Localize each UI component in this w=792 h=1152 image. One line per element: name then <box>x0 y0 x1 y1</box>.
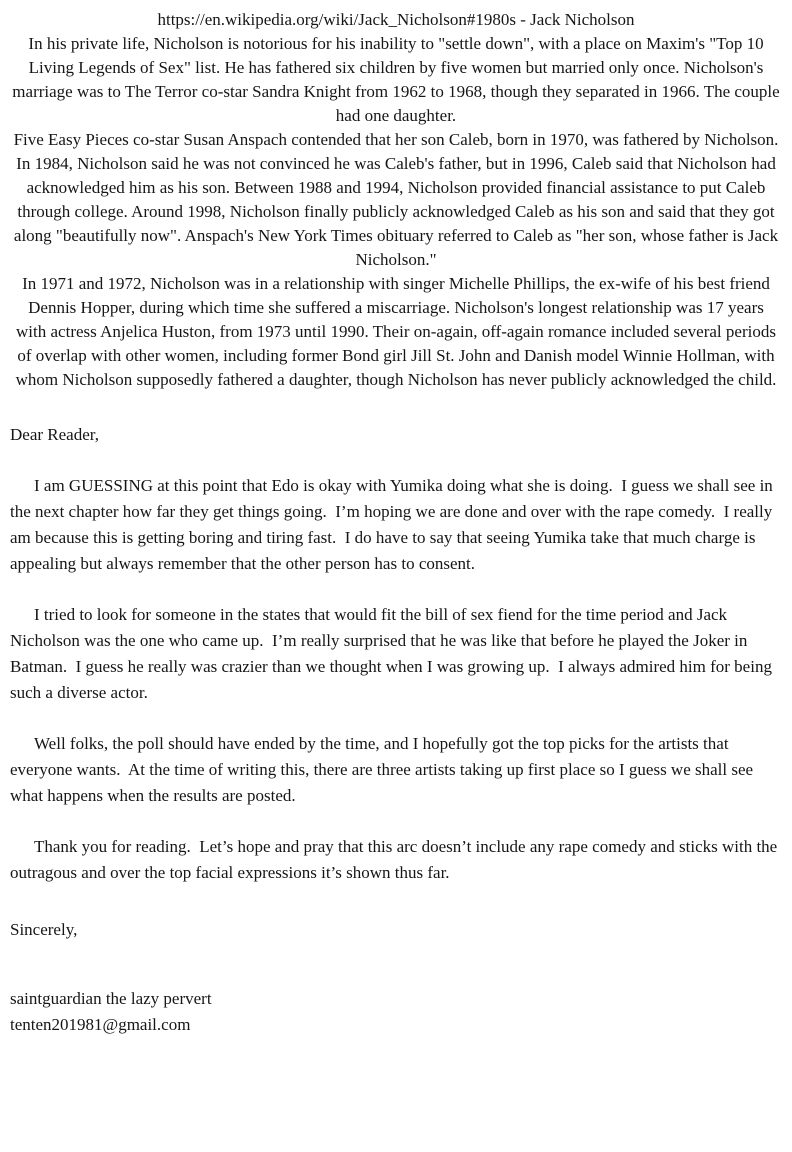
source-url-line: https://en.wikipedia.org/wiki/Jack_Nicholson#1980s - Jack Nicholson <box>157 10 635 29</box>
letter-paragraph: Well folks, the poll should have ended by the time, and I hopefully got the top picks for the artists that everyone wants. At the time of writing this, there are three artists taking up first place so I guess we shall see what happens when the results are posted. <box>10 734 758 805</box>
signature-name: saintguardian the lazy pervert <box>10 989 212 1008</box>
letter-salutation: Dear Reader, <box>10 425 99 444</box>
letter-paragraph: I am GUESSING at this point that Edo is okay with Yumika doing what she is doing. I guess we shall see in the next chapter how far they get things going. I’m hoping we are done and over with the rape comedy. I really am because this is getting boring and tiring fast. I do have to say that seeing Yumika take that much charge is appealing but always remember that the other person has to consent. <box>10 476 778 573</box>
wiki-excerpt-block <box>10 8 782 392</box>
letter-paragraph: I tried to look for someone in the states that would fit the bill of sex fiend for the time period and Jack Nicholson was the one who came up. I’m really surprised that he was like that before he played the Joker in Batman. I guess he really was crazier than we thought when I was growing up. I always admired him for being such a diverse actor. <box>10 605 777 702</box>
signature-block <box>10 986 782 1038</box>
letter-paragraph: Thank you for reading. Let’s hope and pray that this arc doesn’t include any rape comedy and sticks with the outragous and over the top facial expressions it’s shown thus far. <box>10 837 782 882</box>
letter-closing: Sincerely, <box>10 920 78 939</box>
wiki-paragraph: Five Easy Pieces co-star Susan Anspach contended that her son Caleb, born in 1970, was fathered by Nicholson. In 1984, Nicholson said he was not convinced he was Caleb's father, but in 1996, Caleb said that Nicholson had acknowledged him as his son. Between 1988 and 1994, Nicholson provided financial assistance to put Caleb through college. Around 1998, Nicholson finally publicly acknowledged Caleb as his son and said that they got along "beautifully now". Anspach's New York Times obituary referred to Caleb as "her son, whose father is Jack Nicholson." <box>13 130 779 269</box>
letter-body <box>10 422 782 1038</box>
wiki-paragraph: In 1971 and 1972, Nicholson was in a relationship with singer Michelle Phillips, the ex-wife of his best friend Dennis Hopper, during which time she suffered a miscarriage. Nicholson's longest relationship was 17 years with actress Anjelica Huston, from 1973 until 1990. Their on-again, off-again romance included several periods of overlap with other women, including former Bond girl Jill St. John and Danish model Winnie Hollman, with whom Nicholson supposedly fathered a daughter, though Nicholson has never publicly acknowledged the child. <box>15 274 777 389</box>
wiki-paragraph: In his private life, Nicholson is notorious for his inability to "settle down", with a place on Maxim's "Top 10 Living Legends of Sex" list. He has fathered six children by five women but married only once. Nicholson's marriage was to The Terror co-star Sandra Knight from 1962 to 1968, though they separated in 1966. The couple had one daughter. <box>12 34 780 125</box>
signature-email: tenten201981@gmail.com <box>10 1015 191 1034</box>
